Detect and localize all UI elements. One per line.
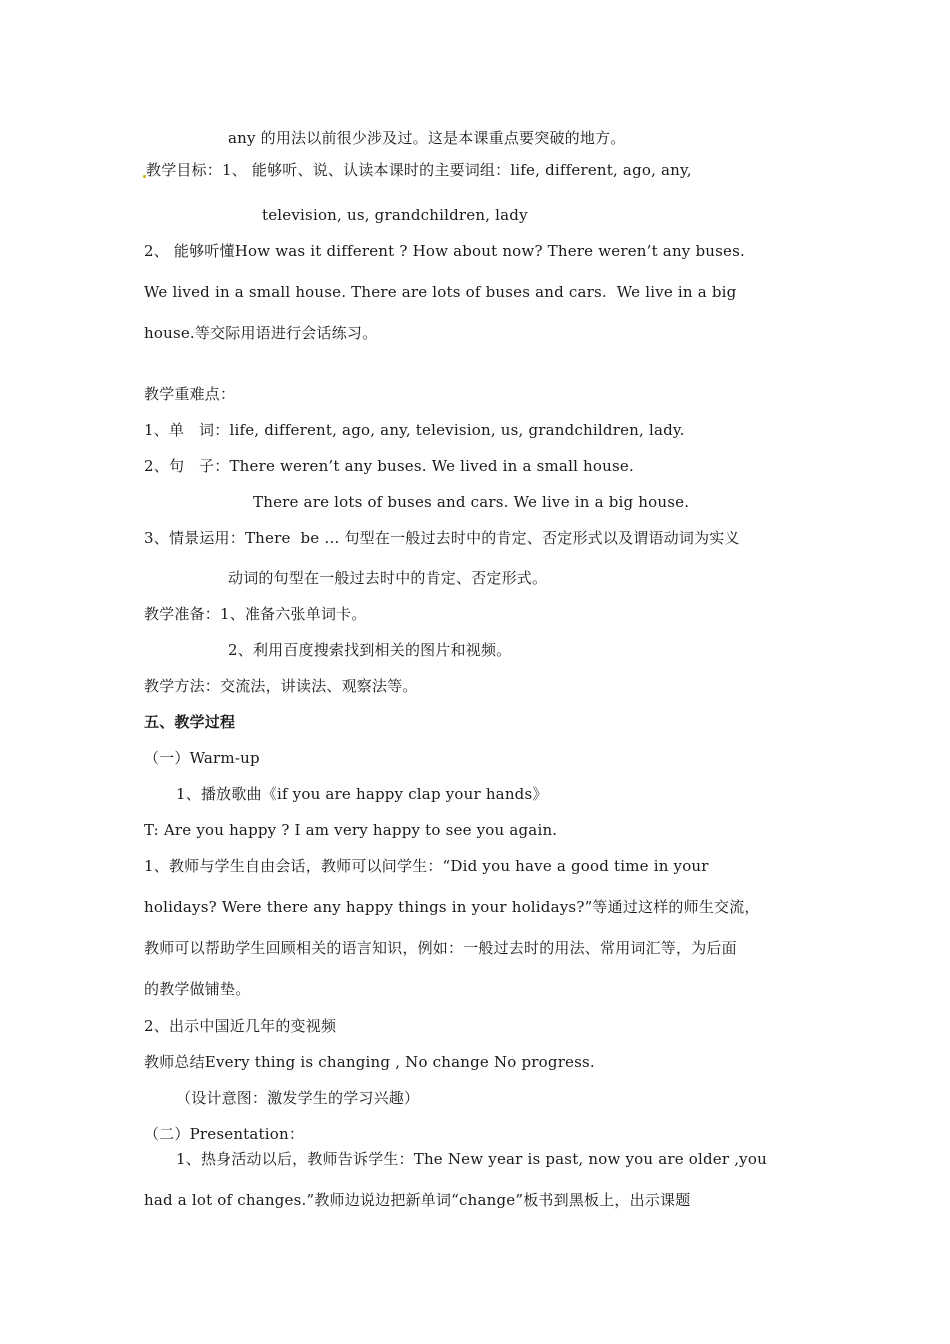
text-line-video: 2、出示中国近几年的变视频 xyxy=(144,1017,337,1035)
text-line-conversation-2: holidays? Were there any happy things in your holidays?”等通过这样的师生交流， xyxy=(144,898,760,916)
text-line-preparation: 教学准备：1、准备六张单词卡。 xyxy=(144,605,367,623)
text-line-conversation-4: 的教学做铺垫。 xyxy=(144,980,251,998)
text-line-methods: 教学方法：交流法，讲读法、观察法等。 xyxy=(144,677,418,695)
section-heading-process: 五、教学过程 xyxy=(144,713,236,731)
text-line-usage-2: 动词的句型在一般过去时中的肯定、否定形式。 xyxy=(228,569,548,587)
text-line-words: 1、单 词：life, different, ago, any, television, us, grandchildren, lady. xyxy=(144,421,685,439)
text-line-design-intent: （设计意图：激发学生的学习兴趣） xyxy=(176,1089,420,1107)
text-line-1: any 的用法以前很少涉及过。这是本课重点要突破的地方。 xyxy=(228,129,626,147)
text-line-teacher-question: T: Are you happy ? I am very happy to see you again. xyxy=(144,821,558,839)
text-line-6: house.等交际用语进行会话练习。 xyxy=(144,324,378,342)
text-line-presentation-2: had a lot of changes.”教师边说边把新单词“change”板书到黑板上，出示课题 xyxy=(144,1191,691,1209)
text-line-presentation: 1、热身活动以后，教师告诉学生：The New year is past, now you are older ,you xyxy=(176,1150,767,1168)
text-line-conversation-3: 教师可以帮助学生回顾相关的语言知识，例如：一般过去时的用法、常用词汇等，为后面 xyxy=(144,939,737,957)
text-line-song: 1、播放歌曲《if you are happy clap your hands》 xyxy=(176,785,548,803)
text-line-2: 教学目标：1、 能够听、说、认读本课时的主要词组：life, different, ago, any, xyxy=(146,161,692,179)
section-heading-key-points: 教学重难点： xyxy=(144,385,236,403)
text-line-conversation: 1、教师与学生自由会话，教师可以问学生：“Did you have a good time in your xyxy=(144,857,709,875)
text-line-preparation-2: 2、利用百度搜索找到相关的图片和视频。 xyxy=(228,641,512,659)
subsection-warm-up: （一）Warm-up xyxy=(144,749,260,767)
text-line-5: We lived in a small house. There are lots of buses and cars. We live in a big xyxy=(144,283,737,301)
text-line-usage: 3、情景运用：There be … 句型在一般过去时中的肯定、否定形式以及谓语动词为实义 xyxy=(144,529,740,547)
text-line-3: television, us, grandchildren, lady xyxy=(262,206,528,224)
text-line-sentences: 2、句 子：There weren’t any buses. We lived in a small house. xyxy=(144,457,634,475)
subsection-presentation: （二）Presentation： xyxy=(144,1125,305,1143)
text-line-summary: 教师总结Every thing is changing , No change No progress. xyxy=(144,1053,595,1071)
text-line-sentences-2: There are lots of buses and cars. We live in a big house. xyxy=(253,493,690,511)
text-line-4: 2、 能够听懂How was it different ? How about now? There weren’t any buses. xyxy=(144,242,745,260)
